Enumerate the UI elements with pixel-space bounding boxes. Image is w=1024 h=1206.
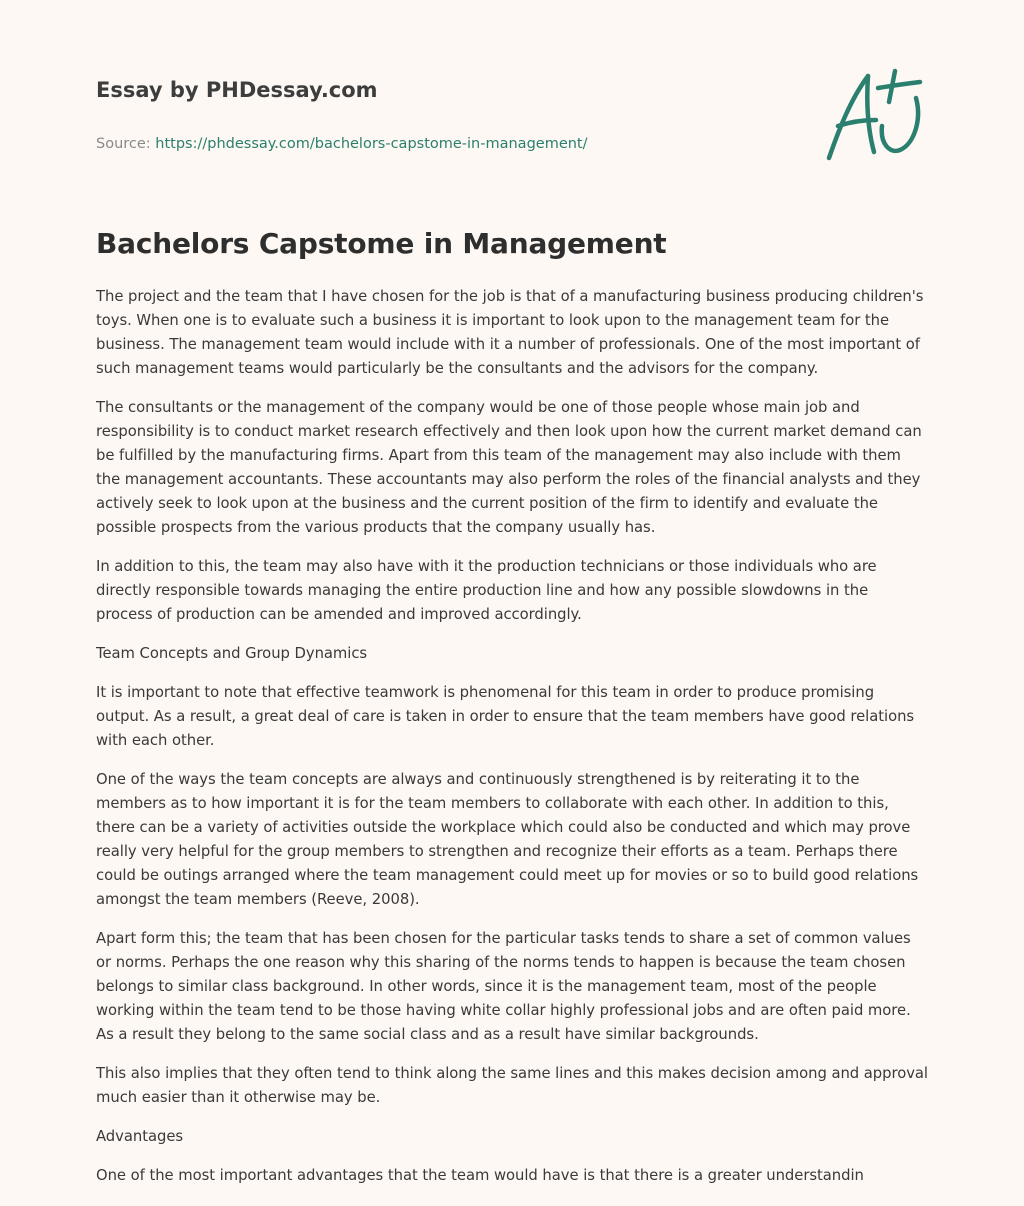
paragraph: This also implies that they often tend to think along the same lines and this makes decision among and approval much easier than it otherwise may be. — [96, 1065, 928, 1106]
section-heading: Advantages — [96, 1128, 184, 1145]
paragraph: Apart form this; the team that has been chosen for the particular tasks tends to share a set of common values or norms. Perhaps the one reason why this sharing of the norms tends to happen is because the team chosen belongs to similar class background. In other words, since it is the management team, most of the people working within the team tend to be those having white collar highly professional jobs and are often paid more. As a result they belong to the same social class and as a result have similar backgrounds. — [96, 930, 911, 1043]
paragraph: One of the ways the team concepts are always and continuously strengthened is by reiterating it to the members as to how important it is for the team members to collaborate with each other. In addition to this, there can be a variety of activities outside the workplace which could also be conducted and which may prove really very helpful for the group members to strengthen and recognize their efforts as a team. Perhaps there could be outings arranged where the team management could meet up for movies or so to build good relations amongst the team members (Reeve, 2008). — [96, 771, 919, 908]
paragraph: In addition to this, the team may also have with it the production technicians or those individuals who are directly responsible towards managing the entire production line and how any possible slowdowns in the process of production can be amended and improved accordingly. — [96, 558, 877, 623]
source-line — [96, 134, 926, 154]
essay-title: Bachelors Capstome in Management — [96, 227, 667, 260]
essay-body — [96, 285, 928, 1203]
source-link[interactable]: https://phdessay.com/bachelors-capstome-in-management/ — [155, 136, 588, 152]
paragraph: The consultants or the management of the company would be one of those people whose main job and responsibility is to conduct market research effectively and then look upon how the current market demand can be fulfilled by the manufacturing firms. Apart from this team of the management may also include with them the management accountants. These accountants may also perform the roles of the financial analysts and they actively seek to look upon at the business and the current position of the firm to identify and evaluate the possible prospects from the various products that the company usually has. — [96, 399, 922, 536]
section-heading: Team Concepts and Group Dynamics — [96, 645, 368, 662]
page-header — [96, 76, 926, 176]
source-label: Source: — [96, 136, 156, 152]
paragraph: It is important to note that effective teamwork is phenomenal for this team in order to produce promising output. As a result, a great deal of care is taken in order to ensure that the team members have good relations with each other. — [96, 684, 915, 749]
a-plus-logo-icon — [824, 68, 928, 164]
site-brand: Essay by PHDessay.com — [96, 78, 378, 102]
paragraph: The project and the team that I have chosen for the job is that of a manufacturing business producing children's toys. When one is to evaluate such a business it is important to look upon to the management team for the business. The management team would include with it a number of professionals. One of the most important of such management teams would particularly be the consultants and the advisors for the company. — [96, 288, 924, 377]
paragraph: One of the most important advantages that the team would have is that there is a greater understandin — [96, 1167, 864, 1184]
